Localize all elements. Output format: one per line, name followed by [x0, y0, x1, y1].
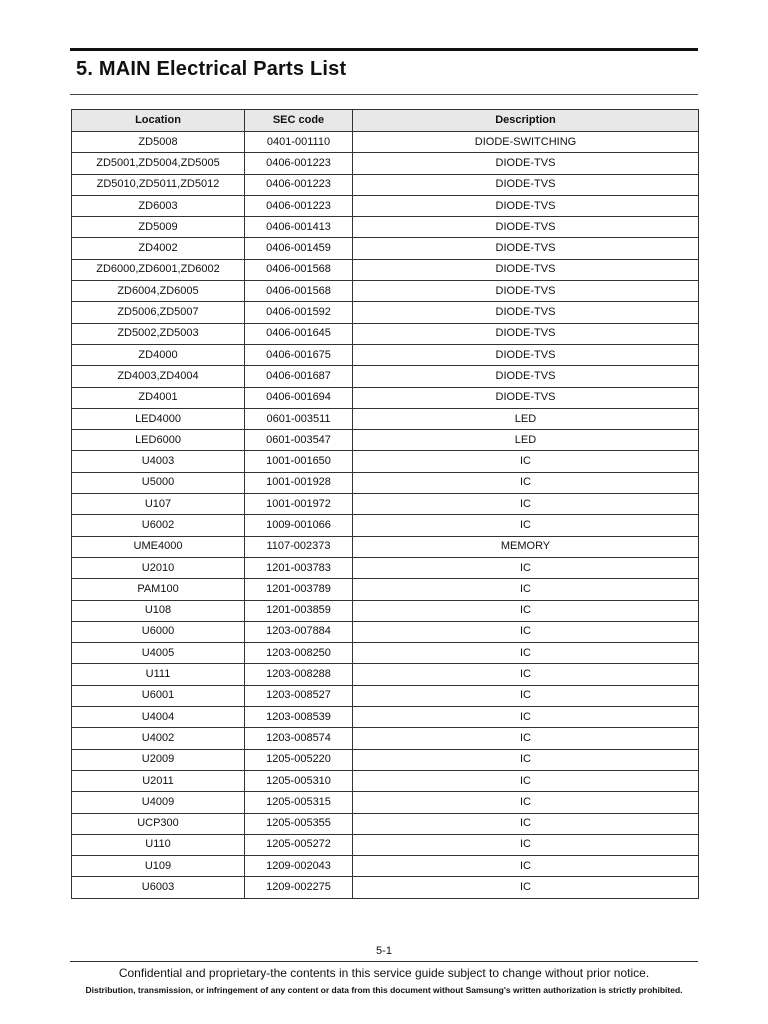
- description-cell: DIODE-TVS: [353, 366, 699, 387]
- description-cell: DIODE-SWITCHING: [353, 132, 699, 153]
- table-row: [72, 472, 699, 493]
- location-cell: U6003: [72, 877, 245, 898]
- footer-rule: [70, 961, 698, 962]
- description-cell: DIODE-TVS: [353, 153, 699, 174]
- top-rule: [70, 48, 698, 51]
- location-cell: ZD6004,ZD6005: [72, 281, 245, 302]
- location-cell: U6002: [72, 515, 245, 536]
- location-cell: U107: [72, 494, 245, 515]
- table-row: [72, 238, 699, 259]
- table-row: [72, 323, 699, 344]
- description-cell: IC: [353, 685, 699, 706]
- location-cell: UME4000: [72, 536, 245, 557]
- description-cell: IC: [353, 749, 699, 770]
- location-cell: ZD4001: [72, 387, 245, 408]
- description-cell: DIODE-TVS: [353, 281, 699, 302]
- location-cell: ZD5002,ZD5003: [72, 323, 245, 344]
- table-row: [72, 408, 699, 429]
- location-cell: ZD6000,ZD6001,ZD6002: [72, 259, 245, 280]
- description-cell: IC: [353, 834, 699, 855]
- sec-code-cell: 0406-001223: [245, 195, 353, 216]
- location-cell: PAM100: [72, 579, 245, 600]
- table-row: [72, 770, 699, 791]
- sec-code-cell: 0406-001413: [245, 217, 353, 238]
- sec-code-cell: 0406-001675: [245, 344, 353, 365]
- column-header-description: Description: [353, 110, 699, 132]
- sec-code-cell: 1209-002275: [245, 877, 353, 898]
- footer-distribution-notice: Distribution, transmission, or infringement of any content or data from this document without Samsung's written authorization is strictly prohibited.: [85, 985, 683, 995]
- description-cell: IC: [353, 621, 699, 642]
- sec-code-cell: 0406-001592: [245, 302, 353, 323]
- table-row: [72, 132, 699, 153]
- sec-code-cell: 1205-005355: [245, 813, 353, 834]
- location-cell: U109: [72, 856, 245, 877]
- description-cell: IC: [353, 792, 699, 813]
- description-cell: MEMORY: [353, 536, 699, 557]
- description-cell: DIODE-TVS: [353, 217, 699, 238]
- location-cell: U2010: [72, 557, 245, 578]
- table-row: [72, 579, 699, 600]
- location-cell: ZD5006,ZD5007: [72, 302, 245, 323]
- table-row: [72, 281, 699, 302]
- sec-code-cell: 1203-008250: [245, 643, 353, 664]
- sec-code-cell: 0406-001459: [245, 238, 353, 259]
- table-row: [72, 153, 699, 174]
- location-cell: U108: [72, 600, 245, 621]
- location-cell: ZD5001,ZD5004,ZD5005: [72, 153, 245, 174]
- footer-confidential-notice: Confidential and proprietary-the contents in this service guide subject to change without prior notice.: [118, 966, 650, 980]
- location-cell: UCP300: [72, 813, 245, 834]
- column-header-location: Location: [72, 110, 245, 132]
- location-cell: U2009: [72, 749, 245, 770]
- table-row: [72, 664, 699, 685]
- table-row: [72, 366, 699, 387]
- description-cell: IC: [353, 472, 699, 493]
- location-cell: ZD4003,ZD4004: [72, 366, 245, 387]
- sec-code-cell: 1203-008539: [245, 707, 353, 728]
- sec-code-cell: 0406-001223: [245, 153, 353, 174]
- description-cell: DIODE-TVS: [353, 302, 699, 323]
- table-row: [72, 302, 699, 323]
- sec-code-cell: 0601-003547: [245, 430, 353, 451]
- sec-code-cell: 1205-005272: [245, 834, 353, 855]
- table-row: [72, 494, 699, 515]
- table-row: [72, 621, 699, 642]
- location-cell: ZD5010,ZD5011,ZD5012: [72, 174, 245, 195]
- location-cell: U4003: [72, 451, 245, 472]
- table-row: [72, 792, 699, 813]
- location-cell: U4002: [72, 728, 245, 749]
- location-cell: U4009: [72, 792, 245, 813]
- location-cell: LED4000: [72, 408, 245, 429]
- sec-code-cell: 1203-007884: [245, 621, 353, 642]
- location-cell: U6001: [72, 685, 245, 706]
- description-cell: DIODE-TVS: [353, 174, 699, 195]
- location-cell: ZD4000: [72, 344, 245, 365]
- sec-code-cell: 0406-001694: [245, 387, 353, 408]
- table-row: [72, 728, 699, 749]
- description-cell: IC: [353, 707, 699, 728]
- table-body: [72, 132, 699, 899]
- table-row: [72, 557, 699, 578]
- sec-code-cell: 0406-001645: [245, 323, 353, 344]
- table-row: [72, 430, 699, 451]
- table-row: [72, 600, 699, 621]
- sec-code-cell: 1001-001928: [245, 472, 353, 493]
- table-row: [72, 217, 699, 238]
- description-cell: IC: [353, 494, 699, 515]
- sec-code-cell: 0401-001110: [245, 132, 353, 153]
- sec-code-cell: 1201-003783: [245, 557, 353, 578]
- location-cell: U110: [72, 834, 245, 855]
- location-cell: ZD5008: [72, 132, 245, 153]
- location-cell: LED6000: [72, 430, 245, 451]
- table-row: [72, 813, 699, 834]
- description-cell: IC: [353, 877, 699, 898]
- table-row: [72, 174, 699, 195]
- table-row: [72, 515, 699, 536]
- sec-code-cell: 1201-003859: [245, 600, 353, 621]
- location-cell: ZD4002: [72, 238, 245, 259]
- page-number: 5-1: [376, 945, 392, 957]
- table-row: [72, 195, 699, 216]
- table-row: [72, 344, 699, 365]
- description-cell: IC: [353, 728, 699, 749]
- table-row: [72, 707, 699, 728]
- sec-code-cell: 1205-005310: [245, 770, 353, 791]
- description-cell: IC: [353, 813, 699, 834]
- description-cell: DIODE-TVS: [353, 259, 699, 280]
- table-header-row: [72, 110, 699, 132]
- page-title: 5. MAIN Electrical Parts List: [76, 58, 347, 80]
- description-cell: IC: [353, 579, 699, 600]
- sec-code-cell: 1009-001066: [245, 515, 353, 536]
- description-cell: IC: [353, 515, 699, 536]
- sec-code-cell: 0406-001568: [245, 281, 353, 302]
- description-cell: IC: [353, 643, 699, 664]
- sec-code-cell: 0406-001223: [245, 174, 353, 195]
- description-cell: IC: [353, 856, 699, 877]
- location-cell: U2011: [72, 770, 245, 791]
- title-rule: [70, 94, 698, 95]
- sec-code-cell: 1203-008574: [245, 728, 353, 749]
- table-row: [72, 877, 699, 898]
- sec-code-cell: 1107-002373: [245, 536, 353, 557]
- location-cell: U4005: [72, 643, 245, 664]
- table-row: [72, 749, 699, 770]
- location-cell: ZD6003: [72, 195, 245, 216]
- sec-code-cell: 1203-008288: [245, 664, 353, 685]
- parts-table: [71, 109, 699, 899]
- sec-code-cell: 1001-001650: [245, 451, 353, 472]
- location-cell: U6000: [72, 621, 245, 642]
- description-cell: IC: [353, 451, 699, 472]
- table-row: [72, 451, 699, 472]
- table-row: [72, 387, 699, 408]
- sec-code-cell: 0406-001568: [245, 259, 353, 280]
- table-row: [72, 536, 699, 557]
- description-cell: IC: [353, 557, 699, 578]
- description-cell: IC: [353, 770, 699, 791]
- table-row: [72, 856, 699, 877]
- location-cell: ZD5009: [72, 217, 245, 238]
- sec-code-cell: 1205-005315: [245, 792, 353, 813]
- description-cell: IC: [353, 600, 699, 621]
- sec-code-cell: 0406-001687: [245, 366, 353, 387]
- description-cell: IC: [353, 664, 699, 685]
- table-row: [72, 834, 699, 855]
- description-cell: DIODE-TVS: [353, 238, 699, 259]
- description-cell: DIODE-TVS: [353, 344, 699, 365]
- sec-code-cell: 1203-008527: [245, 685, 353, 706]
- table-row: [72, 685, 699, 706]
- table-row: [72, 643, 699, 664]
- description-cell: LED: [353, 408, 699, 429]
- sec-code-cell: 1205-005220: [245, 749, 353, 770]
- description-cell: LED: [353, 430, 699, 451]
- sec-code-cell: 1001-001972: [245, 494, 353, 515]
- column-header-sec-code: SEC code: [245, 110, 353, 132]
- location-cell: U4004: [72, 707, 245, 728]
- sec-code-cell: 1209-002043: [245, 856, 353, 877]
- description-cell: DIODE-TVS: [353, 387, 699, 408]
- description-cell: DIODE-TVS: [353, 195, 699, 216]
- sec-code-cell: 0601-003511: [245, 408, 353, 429]
- description-cell: DIODE-TVS: [353, 323, 699, 344]
- location-cell: U111: [72, 664, 245, 685]
- sec-code-cell: 1201-003789: [245, 579, 353, 600]
- location-cell: U5000: [72, 472, 245, 493]
- table-row: [72, 259, 699, 280]
